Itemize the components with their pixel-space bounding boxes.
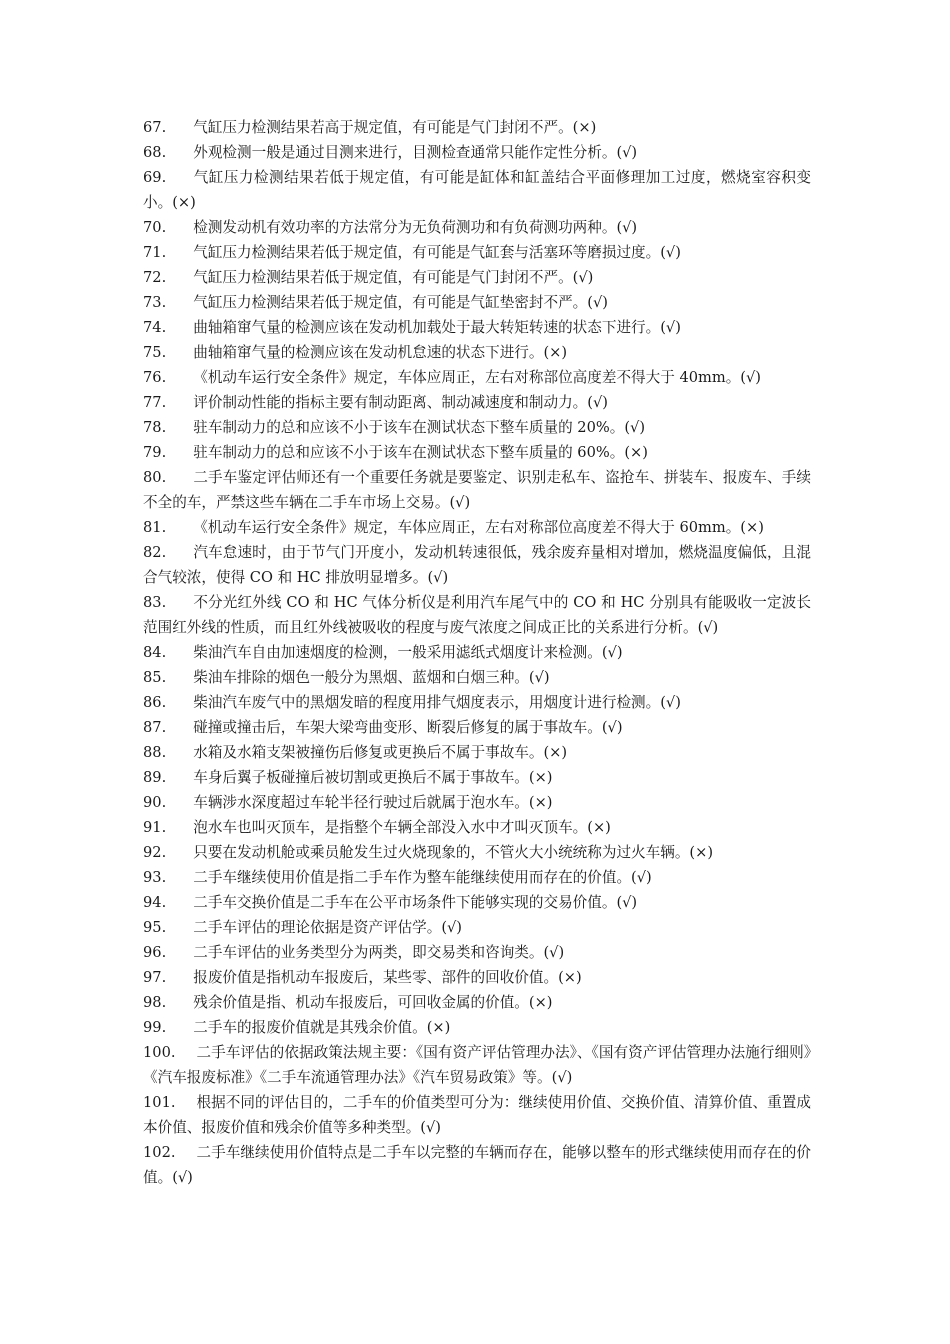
question-text: 《机动车运行安全条件》规定，车体应周正，左右对称部位高度差不得大于 40mm。(√) bbox=[193, 369, 761, 386]
question-text: 报废价值是指机动车报废后，某些零、部件的回收价值。(×) bbox=[193, 969, 582, 986]
question-item bbox=[143, 165, 811, 215]
question-number: 89. bbox=[143, 769, 167, 786]
question-number: 74. bbox=[143, 319, 167, 336]
question-item bbox=[143, 115, 811, 140]
question-item bbox=[143, 790, 811, 815]
question-item bbox=[143, 1015, 811, 1040]
question-item bbox=[143, 1140, 811, 1190]
question-text: 碰撞或撞击后，车架大梁弯曲变形、断裂后修复的属于事故车。(√) bbox=[193, 719, 623, 736]
question-text: 驻车制动力的总和应该不小于该车在测试状态下整车质量的 60%。(×) bbox=[193, 444, 648, 461]
question-number: 99. bbox=[143, 1019, 167, 1036]
question-number: 88. bbox=[143, 744, 167, 761]
question-item bbox=[143, 665, 811, 690]
question-item bbox=[143, 440, 811, 465]
question-item bbox=[143, 715, 811, 740]
question-item bbox=[143, 340, 811, 365]
question-number: 75. bbox=[143, 344, 167, 361]
question-text: 汽车怠速时，由于节气门开度小，发动机转速很低，残余废弃量相对增加，燃烧温度偏低，且混合气较浓，使得 CO 和 HC 排放明显增多。(√) bbox=[143, 544, 811, 586]
question-number: 100. bbox=[143, 1044, 176, 1061]
question-item bbox=[143, 990, 811, 1015]
question-text: 根据不同的评估目的，二手车的价值类型可分为：继续使用价值、交换价值、清算价值、重置成本价值、报废价值和残余价值等多种类型。(√) bbox=[143, 1094, 811, 1136]
question-text: 二手车评估的依据政策法规主要：《国有资产评估管理办法》、《国有资产评估管理办法施行细则》《汽车报废标准》《二手车流通管理办法》《汽车贸易政策》等。(√) bbox=[143, 1044, 811, 1086]
question-item bbox=[143, 315, 811, 340]
question-item bbox=[143, 540, 811, 590]
question-text: 二手车交换价值是二手车在公平市场条件下能够实现的交易价值。(√) bbox=[193, 894, 638, 911]
question-item bbox=[143, 290, 811, 315]
question-text: 曲轴箱窜气量的检测应该在发动机加载处于最大转矩转速的状态下进行。(√) bbox=[193, 319, 681, 336]
question-item bbox=[143, 840, 811, 865]
question-text: 二手车继续使用价值特点是二手车以完整的车辆而存在，能够以整车的形式继续使用而存在的价值。(√) bbox=[143, 1144, 811, 1186]
question-number: 67. bbox=[143, 119, 167, 136]
question-text: 柴油车排除的烟色一般分为黑烟、蓝烟和白烟三种。(√) bbox=[193, 669, 550, 686]
question-item bbox=[143, 1040, 811, 1090]
question-number: 87. bbox=[143, 719, 167, 736]
question-text: 曲轴箱窜气量的检测应该在发动机怠速的状态下进行。(×) bbox=[193, 344, 568, 361]
question-text: 《机动车运行安全条件》规定，车体应周正，左右对称部位高度差不得大于 60mm。(×) bbox=[193, 519, 764, 536]
question-text: 气缸压力检测结果若低于规定值，有可能是缸体和缸盖结合平面修理加工过度，燃烧室容积变小。(×) bbox=[143, 169, 811, 211]
question-item bbox=[143, 1090, 811, 1140]
question-item bbox=[143, 140, 811, 165]
question-text: 检测发动机有效功率的方法常分为无负荷测功和有负荷测功两种。(√) bbox=[193, 219, 638, 236]
question-number: 70. bbox=[143, 219, 167, 236]
question-number: 93. bbox=[143, 869, 167, 886]
question-number: 79. bbox=[143, 444, 167, 461]
question-number: 80. bbox=[143, 469, 167, 486]
question-text: 气缸压力检测结果若低于规定值，有可能是气缸垫密封不严。(√) bbox=[193, 294, 608, 311]
question-item bbox=[143, 215, 811, 240]
question-number: 91. bbox=[143, 819, 167, 836]
question-number: 81. bbox=[143, 519, 167, 536]
question-item bbox=[143, 390, 811, 415]
question-item bbox=[143, 415, 811, 440]
question-number: 97. bbox=[143, 969, 167, 986]
question-text: 二手车继续使用价值是指二手车作为整车能继续使用而存在的价值。(√) bbox=[193, 869, 652, 886]
question-text: 气缸压力检测结果若高于规定值，有可能是气门封闭不严。(×) bbox=[193, 119, 597, 136]
question-number: 73. bbox=[143, 294, 167, 311]
question-item bbox=[143, 465, 811, 515]
question-text: 柴油汽车废气中的黑烟发暗的程度用排气烟度表示，用烟度计进行检测。(√) bbox=[193, 694, 681, 711]
question-item bbox=[143, 815, 811, 840]
question-number: 83. bbox=[143, 594, 167, 611]
question-text: 驻车制动力的总和应该不小于该车在测试状态下整车质量的 20%。(√) bbox=[193, 419, 646, 436]
question-number: 86. bbox=[143, 694, 167, 711]
document-body bbox=[143, 115, 811, 1190]
question-item bbox=[143, 865, 811, 890]
question-number: 90. bbox=[143, 794, 167, 811]
question-item bbox=[143, 690, 811, 715]
question-text: 评价制动性能的指标主要有制动距离、制动减速度和制动力。(√) bbox=[193, 394, 608, 411]
question-item bbox=[143, 640, 811, 665]
question-text: 二手车评估的理论依据是资产评估学。(√) bbox=[193, 919, 463, 936]
question-text: 车身后翼子板碰撞后被切割或更换后不属于事故车。(×) bbox=[193, 769, 553, 786]
question-number: 96. bbox=[143, 944, 167, 961]
question-number: 76. bbox=[143, 369, 167, 386]
question-number: 95. bbox=[143, 919, 167, 936]
question-text: 车辆涉水深度超过车轮半径行驶过后就属于泡水车。(×) bbox=[193, 794, 553, 811]
question-number: 78. bbox=[143, 419, 167, 436]
question-number: 94. bbox=[143, 894, 167, 911]
question-text: 只要在发动机舱或乘员舱发生过火烧现象的，不管火大小统统称为过火车辆。(×) bbox=[193, 844, 714, 861]
question-number: 77. bbox=[143, 394, 167, 411]
question-item bbox=[143, 265, 811, 290]
question-text: 柴油汽车自由加速烟度的检测，一般采用滤纸式烟度计来检测。(√) bbox=[193, 644, 623, 661]
question-text: 残余价值是指、机动车报废后，可回收金属的价值。(×) bbox=[193, 994, 553, 1011]
question-item bbox=[143, 940, 811, 965]
question-item bbox=[143, 965, 811, 990]
question-item bbox=[143, 740, 811, 765]
question-item bbox=[143, 590, 811, 640]
question-text: 水箱及水箱支架被撞伤后修复或更换后不属于事故车。(×) bbox=[193, 744, 568, 761]
question-number: 98. bbox=[143, 994, 167, 1011]
question-item bbox=[143, 890, 811, 915]
question-item bbox=[143, 240, 811, 265]
question-item bbox=[143, 365, 811, 390]
question-number: 101. bbox=[143, 1094, 176, 1111]
question-item bbox=[143, 515, 811, 540]
question-text: 二手车鉴定评估师还有一个重要任务就是要鉴定、识别走私车、盗抢车、拼装车、报废车、手续不全的车，严禁这些车辆在二手车市场上交易。(√) bbox=[143, 469, 811, 511]
question-number: 92. bbox=[143, 844, 167, 861]
question-text: 二手车的报废价值就是其残余价值。(×) bbox=[193, 1019, 451, 1036]
question-number: 82. bbox=[143, 544, 167, 561]
question-item bbox=[143, 765, 811, 790]
question-text: 二手车评估的业务类型分为两类，即交易类和咨询类。(√) bbox=[193, 944, 565, 961]
question-text: 外观检测一般是通过目测来进行，目测检查通常只能作定性分析。(√) bbox=[193, 144, 638, 161]
question-number: 68. bbox=[143, 144, 167, 161]
question-text: 气缸压力检测结果若低于规定值，有可能是气缸套与活塞环等磨损过度。(√) bbox=[193, 244, 681, 261]
question-text: 泡水车也叫灭顶车，是指整个车辆全部没入水中才叫灭顶车。(×) bbox=[193, 819, 611, 836]
question-number: 69. bbox=[143, 169, 167, 186]
question-number: 102. bbox=[143, 1144, 176, 1161]
question-number: 84. bbox=[143, 644, 167, 661]
question-text: 气缸压力检测结果若低于规定值，有可能是气门封闭不严。(√) bbox=[193, 269, 594, 286]
question-number: 85. bbox=[143, 669, 167, 686]
question-item bbox=[143, 915, 811, 940]
question-number: 71. bbox=[143, 244, 167, 261]
question-number: 72. bbox=[143, 269, 167, 286]
question-text: 不分光红外线 CO 和 HC 气体分析仪是利用汽车尾气中的 CO 和 HC 分别具有能吸收一定波长范围红外线的性质，而且红外线被吸收的程度与废气浓度之间成正比的关系进行分析。(√) bbox=[143, 594, 811, 636]
